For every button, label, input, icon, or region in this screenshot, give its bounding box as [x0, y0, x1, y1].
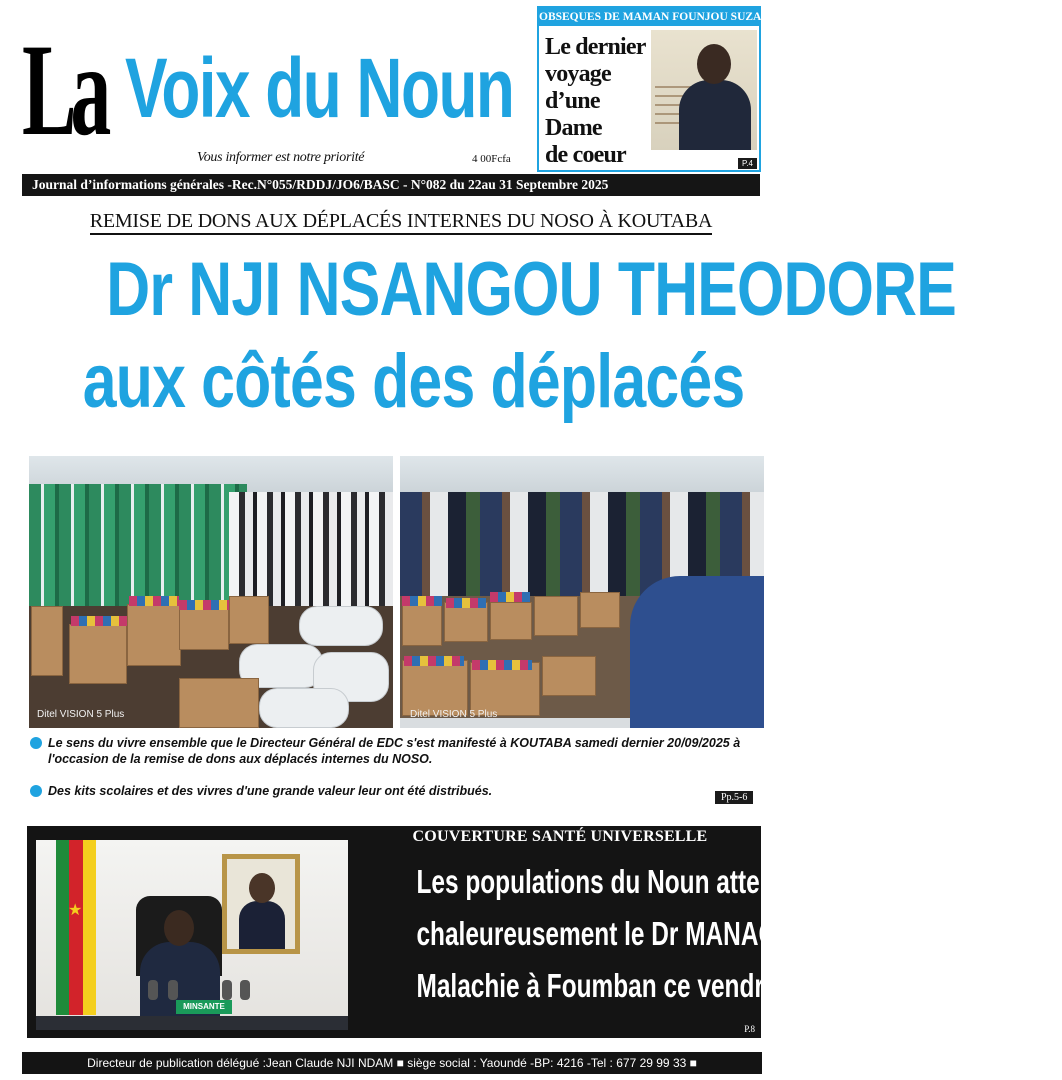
donation-box [402, 602, 442, 646]
lead-bullet [30, 735, 762, 767]
lead-headline-text: Dr NJI NSANGOU THEODORE [106, 247, 957, 332]
donation-box [580, 592, 620, 628]
obituary-page-ref: P.4 [738, 158, 757, 169]
masthead-slogan: Vous informer est notre priorité [197, 150, 365, 165]
lead-bullet-text: Des kits scolaires et des vivres d'une grande valeur leur ont été distribués. [48, 784, 493, 798]
lead-headline-line1[interactable] [0, 247, 957, 332]
health-headline [365, 856, 831, 1012]
school-books [404, 656, 464, 666]
microphone-icon [168, 980, 178, 1000]
donation-box [179, 678, 259, 728]
donation-box [490, 602, 532, 640]
portrait-head [697, 44, 731, 84]
school-books [446, 598, 486, 608]
health-page-ref: P.8 [744, 1024, 755, 1034]
issue-price: 4 00Fcfa [472, 153, 511, 165]
obituary-title [545, 34, 655, 169]
star-icon: ★ [68, 902, 83, 919]
minsante-nameplate: MINSANTE [176, 1000, 232, 1014]
food-bag [299, 606, 383, 646]
donation-box [229, 596, 269, 644]
obituary-title-line: de coeur [545, 142, 626, 168]
masthead-title: Voix du Noun [125, 41, 514, 135]
school-books [472, 660, 532, 670]
obituary-photo [651, 30, 757, 150]
bullet-dot-icon [30, 785, 42, 797]
school-books [71, 616, 127, 626]
donation-box [534, 596, 578, 636]
lead-kicker-text: REMISE DE DONS AUX DÉPLACÉS INTERNES DU NOSO À KOUTABA [90, 210, 713, 235]
photo-credit: Ditel VISION 5 Plus [37, 709, 125, 720]
photo-crowd-veiled [229, 492, 393, 612]
photo-credit: Ditel VISION 5 Plus [410, 709, 498, 720]
minister-head [164, 910, 194, 946]
school-books [179, 600, 229, 610]
school-books [402, 596, 442, 606]
masthead-la: La [22, 16, 106, 163]
microphone-icon [222, 980, 232, 1000]
journal-info-bar: Journal d’informations générales -Rec.N°055/RDDJ/JO6/BASC - N°082 du 22au 31 Septembre 2025 [22, 174, 760, 196]
health-story-box[interactable] [27, 826, 831, 1038]
health-headline-line: Les populations du Noun attendent [416, 863, 827, 900]
health-minister-photo [36, 840, 348, 1030]
health-kicker: COUVERTURE SANTÉ UNIVERSELLE [412, 828, 708, 845]
obituary-title-line: Le dernier [545, 34, 646, 60]
lead-photo-right [400, 456, 764, 728]
donation-box [31, 606, 63, 676]
obituary-teaser[interactable] [537, 6, 786, 172]
obituary-title-line: d’une Dame [545, 88, 602, 141]
portrait-body [679, 80, 751, 150]
school-books [129, 596, 179, 606]
lead-kicker [0, 210, 802, 233]
donation-box [179, 606, 229, 650]
photo-foreground-person [630, 576, 764, 728]
donation-box [470, 662, 540, 716]
lead-photo-left [29, 456, 393, 728]
food-bag [259, 688, 349, 728]
health-headline-line: chaleureusement le Dr MANAOUDA [416, 915, 831, 952]
donation-box [69, 624, 127, 684]
microphone-icon [240, 980, 250, 1000]
lead-page-ref: Pp.5-6 [715, 791, 753, 804]
photo-crowd-green-uniforms [29, 484, 247, 614]
donation-box [127, 604, 181, 666]
bullet-dot-icon [30, 737, 42, 749]
health-headline-line: Malachie à Foumban ce vendredi [416, 967, 800, 1004]
donation-box [444, 602, 488, 642]
publication-footer: Directeur de publication délégué :Jean Claude NJI NDAM ■ siège social : Yaoundé -BP: 4216 -Tel : 677 29 99 33 ■ [22, 1052, 762, 1074]
donation-box [402, 660, 468, 716]
lead-bullet-text: Le sens du vivre ensemble que le Directeur Général de EDC s'est manifesté à KOUTABA samedi dernier 20/09/2025 à l'occasion de la remise de dons aux déplacés internes du NOSO. [48, 736, 741, 766]
presidential-portrait [222, 854, 300, 954]
microphone-icon [148, 980, 158, 1000]
obituary-header: OBSEQUES DE MAMAN FOUNJOU SUZANNE [539, 8, 759, 26]
lead-headline-line2[interactable] [0, 340, 802, 424]
cameroon-flag [56, 840, 96, 1015]
school-books [490, 592, 530, 602]
desk [36, 1016, 348, 1030]
lead-headline-text: aux côtés des déplacés [82, 339, 745, 424]
obituary-title-line: voyage [545, 61, 611, 87]
lead-bullet [30, 783, 762, 799]
donation-box [542, 656, 596, 696]
